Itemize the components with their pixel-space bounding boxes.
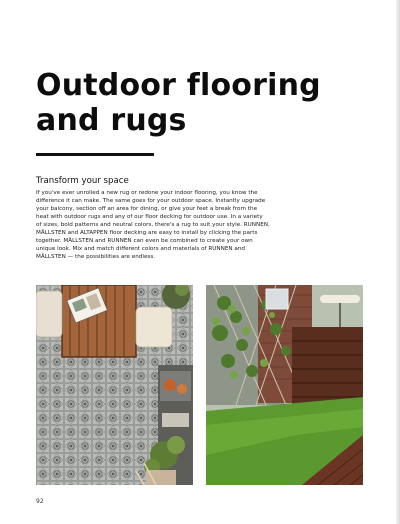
paragraph-line: heat with outdoor rugs and any of our floor decking for outdoor use. In a variety bbox=[36, 214, 263, 220]
body-paragraph bbox=[36, 189, 336, 261]
paragraph-line: your balcony, section off an area for dining, or give your feet a break from the bbox=[36, 206, 258, 212]
paragraph-line: MÄLLSTEN — the possibilities are endless. bbox=[36, 254, 156, 260]
page-title-line-1: Outdoor flooring bbox=[36, 68, 321, 103]
page-title bbox=[36, 68, 321, 138]
paragraph-line: If you've ever unrolled a new rug or redone your indoor flooring, you know the bbox=[36, 190, 258, 196]
patio-tiles-photo bbox=[36, 285, 193, 485]
paragraph-line: together. MÄLLSTEN and RUNNEN can even be combined to create your own bbox=[36, 238, 253, 244]
paragraph-line: unique look. Mix and match different colors and materials of RUNNEN and bbox=[36, 246, 246, 252]
page-edge bbox=[396, 0, 400, 524]
paragraph-line: of sizes, bold patterns and neutral colors, there's a rug to suit your style. RUNNEN, bbox=[36, 222, 270, 228]
page-title-line-2: and rugs bbox=[36, 103, 187, 138]
balcony-grass-illustration bbox=[206, 285, 363, 485]
balcony-grass-photo bbox=[206, 285, 363, 485]
patio-tiles-illustration bbox=[36, 285, 193, 485]
paragraph-line: difference it can make. The same goes for your outdoor space. Instantly upgrade bbox=[36, 198, 266, 204]
page-number: 92 bbox=[36, 498, 44, 505]
section-subtitle: Transform your space bbox=[36, 176, 129, 186]
paragraph-line: MÄLLSTEN and ALTAPPEN floor decking are easy to install by clicking the parts bbox=[36, 230, 258, 236]
title-underline-rule bbox=[36, 153, 154, 156]
